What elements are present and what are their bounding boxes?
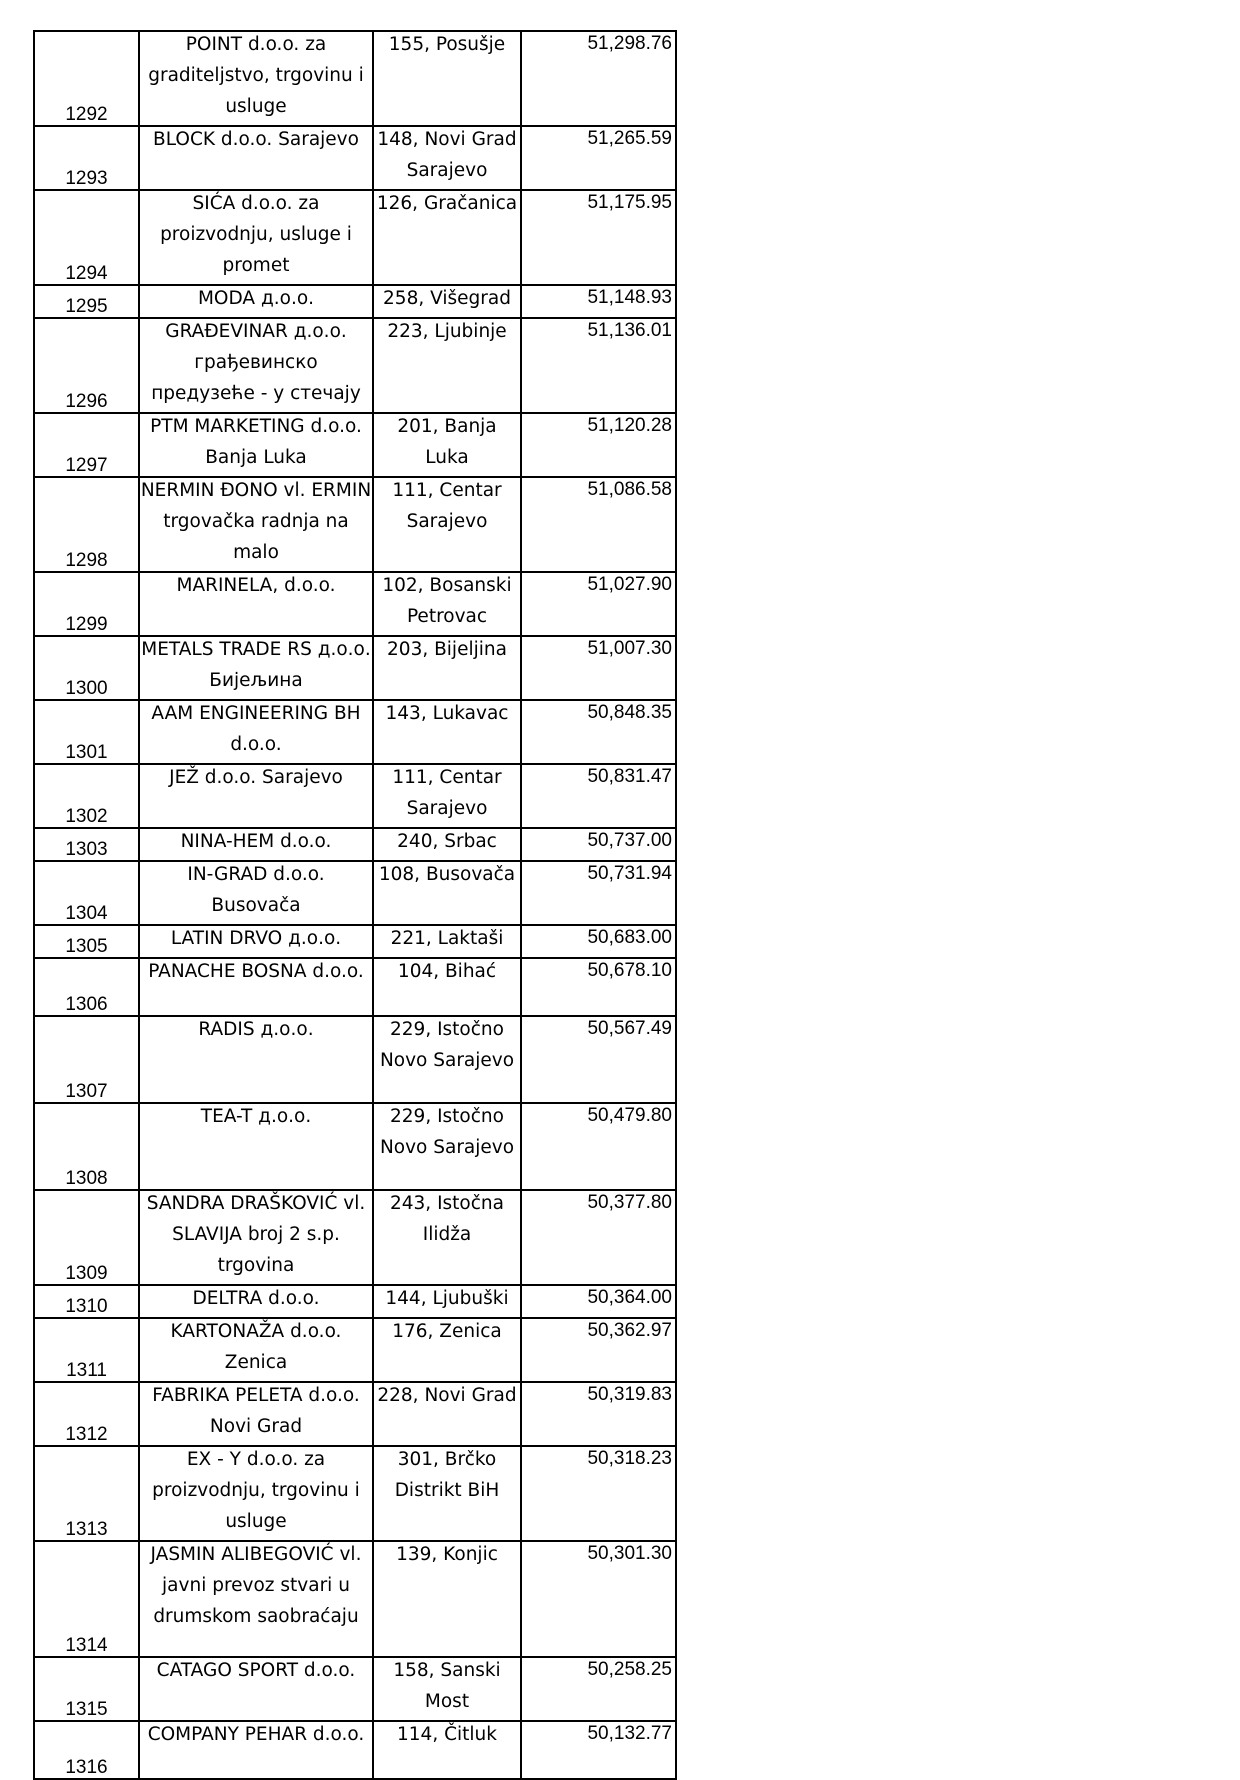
company-text: LATIN DRVO д.о.о. xyxy=(170,928,342,949)
company-cell xyxy=(139,1541,373,1657)
amount-text: 51,265.59 xyxy=(587,128,672,149)
amount-cell xyxy=(521,190,676,285)
company-cell xyxy=(139,1016,373,1103)
amount-text: 50,567.49 xyxy=(587,1018,672,1039)
rank-text: 1295 xyxy=(65,296,108,317)
municipality-text: 114, Čitluk xyxy=(397,1724,497,1745)
municipality-cell xyxy=(373,958,521,1016)
table-row xyxy=(34,1382,676,1446)
rank-cell xyxy=(34,636,139,700)
company-table xyxy=(33,30,677,1780)
rank-text: 1294 xyxy=(65,263,108,284)
municipality-cell xyxy=(373,861,521,925)
company-text: MARINELA, d.o.o. xyxy=(176,575,336,596)
amount-text: 50,132.77 xyxy=(587,1723,672,1744)
amount-text: 51,175.95 xyxy=(587,192,672,213)
table-row xyxy=(34,285,676,318)
company-text: METALS TRADE RS д.о.о. Бијељина xyxy=(141,639,371,691)
rank-cell xyxy=(34,700,139,764)
municipality-text: 148, Novi Grad Sarajevo xyxy=(377,129,517,181)
table-row xyxy=(34,318,676,413)
company-text: TEA-T д.о.о. xyxy=(200,1106,312,1127)
rank-cell xyxy=(34,1721,139,1779)
company-cell xyxy=(139,1318,373,1382)
company-text: RADIS д.о.о. xyxy=(198,1019,314,1040)
rank-text: 1301 xyxy=(65,742,108,763)
rank-text: 1308 xyxy=(65,1168,108,1189)
amount-text: 51,007.30 xyxy=(587,638,672,659)
rank-text: 1299 xyxy=(65,614,108,635)
rank-text: 1313 xyxy=(65,1519,108,1540)
company-cell xyxy=(139,700,373,764)
amount-cell xyxy=(521,126,676,190)
amount-cell xyxy=(521,636,676,700)
municipality-cell xyxy=(373,1190,521,1285)
table-row xyxy=(34,1318,676,1382)
amount-text: 51,148.93 xyxy=(587,287,672,308)
rank-text: 1304 xyxy=(65,903,108,924)
rank-cell xyxy=(34,285,139,318)
municipality-text: 240, Srbac xyxy=(397,831,497,852)
table-row xyxy=(34,31,676,126)
rank-cell xyxy=(34,958,139,1016)
table-row xyxy=(34,413,676,477)
rank-cell xyxy=(34,190,139,285)
company-cell xyxy=(139,31,373,126)
amount-text: 50,848.35 xyxy=(587,702,672,723)
municipality-cell xyxy=(373,1382,521,1446)
table-row xyxy=(34,1190,676,1285)
rank-text: 1314 xyxy=(65,1635,108,1656)
amount-cell xyxy=(521,1103,676,1190)
municipality-text: 139, Konjic xyxy=(396,1544,498,1565)
municipality-cell xyxy=(373,285,521,318)
municipality-text: 201, Banja Luka xyxy=(397,416,497,468)
amount-text: 50,318.23 xyxy=(587,1448,672,1469)
amount-cell xyxy=(521,285,676,318)
municipality-cell xyxy=(373,1285,521,1318)
municipality-cell xyxy=(373,1103,521,1190)
amount-text: 50,737.00 xyxy=(587,830,672,851)
municipality-cell xyxy=(373,700,521,764)
municipality-cell xyxy=(373,572,521,636)
amount-text: 51,120.28 xyxy=(587,415,672,436)
amount-text: 51,136.01 xyxy=(587,320,672,341)
rank-cell xyxy=(34,31,139,126)
table-row xyxy=(34,1541,676,1657)
company-cell xyxy=(139,1382,373,1446)
table-row xyxy=(34,1285,676,1318)
amount-text: 50,319.83 xyxy=(587,1384,672,1405)
rank-cell xyxy=(34,1382,139,1446)
amount-text: 50,831.47 xyxy=(587,766,672,787)
rank-cell xyxy=(34,1541,139,1657)
rank-cell xyxy=(34,1103,139,1190)
table-row xyxy=(34,636,676,700)
company-cell xyxy=(139,1721,373,1779)
municipality-text: 126, Gračanica xyxy=(376,193,518,214)
company-cell xyxy=(139,925,373,958)
amount-cell xyxy=(521,318,676,413)
rank-text: 1298 xyxy=(65,550,108,571)
company-cell xyxy=(139,572,373,636)
amount-cell xyxy=(521,764,676,828)
table-row xyxy=(34,1016,676,1103)
table-row xyxy=(34,477,676,572)
rank-cell xyxy=(34,1446,139,1541)
rank-cell xyxy=(34,764,139,828)
company-text: JEŽ d.o.o. Sarajevo xyxy=(169,767,343,788)
rank-cell xyxy=(34,828,139,861)
amount-cell xyxy=(521,1190,676,1285)
rank-cell xyxy=(34,861,139,925)
municipality-text: 144, Ljubuški xyxy=(385,1288,509,1309)
company-text: CATAGO SPORT d.o.o. xyxy=(156,1660,356,1681)
company-text: MODA д.о.о. xyxy=(197,288,315,309)
amount-cell xyxy=(521,861,676,925)
company-cell xyxy=(139,413,373,477)
amount-cell xyxy=(521,958,676,1016)
table-row xyxy=(34,126,676,190)
company-text: COMPANY PEHAR d.o.o. xyxy=(147,1724,365,1745)
rank-cell xyxy=(34,1190,139,1285)
rank-text: 1293 xyxy=(65,168,108,189)
company-text: EX - Y d.o.o. za proizvodnju, trgovinu i usluge xyxy=(152,1449,360,1532)
company-cell xyxy=(139,764,373,828)
company-text: GRAĐEVINAR д.о.о. грађевинско предузеће - у стечају xyxy=(151,321,361,404)
table-row xyxy=(34,861,676,925)
municipality-text: 111, Centar Sarajevo xyxy=(392,480,502,532)
company-text: PANACHE BOSNA d.o.o. xyxy=(148,961,364,982)
rank-cell xyxy=(34,1016,139,1103)
municipality-cell xyxy=(373,1657,521,1721)
municipality-cell xyxy=(373,1541,521,1657)
municipality-cell xyxy=(373,477,521,572)
company-text: BLOCK d.o.o. Sarajevo xyxy=(153,129,359,150)
rank-cell xyxy=(34,413,139,477)
municipality-cell xyxy=(373,1318,521,1382)
company-cell xyxy=(139,861,373,925)
amount-text: 50,678.10 xyxy=(587,960,672,981)
table-body xyxy=(34,31,676,1779)
amount-text: 50,301.30 xyxy=(587,1543,672,1564)
municipality-text: 223, Ljubinje xyxy=(387,321,507,342)
company-text: SIĆA d.o.o. za proizvodnju, usluge i promet xyxy=(160,193,352,276)
amount-text: 50,731.94 xyxy=(587,863,672,884)
amount-cell xyxy=(521,477,676,572)
company-text: KARTONAŽA d.o.o. Zenica xyxy=(170,1321,342,1373)
company-text: PTM MARKETING d.o.o. Banja Luka xyxy=(150,416,362,468)
rank-text: 1312 xyxy=(65,1424,108,1445)
rank-text: 1311 xyxy=(66,1360,107,1381)
amount-text: 50,377.80 xyxy=(587,1192,672,1213)
municipality-text: 104, Bihać xyxy=(397,961,497,982)
municipality-text: 111, Centar Sarajevo xyxy=(392,767,502,819)
company-text: NINA-HEM d.o.o. xyxy=(180,831,332,852)
rank-text: 1316 xyxy=(65,1757,108,1778)
company-cell xyxy=(139,828,373,861)
rank-text: 1309 xyxy=(65,1263,108,1284)
municipality-cell xyxy=(373,1446,521,1541)
table-row xyxy=(34,925,676,958)
company-cell xyxy=(139,1446,373,1541)
rank-text: 1300 xyxy=(65,678,108,699)
table-row xyxy=(34,190,676,285)
table-row xyxy=(34,700,676,764)
company-text: DELTRA d.o.o. xyxy=(192,1288,320,1309)
municipality-cell xyxy=(373,31,521,126)
company-cell xyxy=(139,477,373,572)
municipality-cell xyxy=(373,925,521,958)
municipality-text: 108, Busovača xyxy=(378,864,516,885)
amount-cell xyxy=(521,700,676,764)
company-cell xyxy=(139,1657,373,1721)
amount-cell xyxy=(521,1016,676,1103)
municipality-cell xyxy=(373,1721,521,1779)
amount-cell xyxy=(521,413,676,477)
municipality-cell xyxy=(373,1016,521,1103)
rank-text: 1297 xyxy=(65,455,108,476)
table-row xyxy=(34,828,676,861)
rank-text: 1307 xyxy=(65,1081,108,1102)
amount-cell xyxy=(521,828,676,861)
table-row xyxy=(34,1657,676,1721)
municipality-cell xyxy=(373,318,521,413)
company-cell xyxy=(139,318,373,413)
amount-cell xyxy=(521,1318,676,1382)
amount-text: 50,479.80 xyxy=(587,1105,672,1126)
municipality-text: 243, Istočna Ilidža xyxy=(390,1193,504,1245)
rank-text: 1296 xyxy=(65,391,108,412)
table-row xyxy=(34,958,676,1016)
municipality-cell xyxy=(373,190,521,285)
rank-cell xyxy=(34,1318,139,1382)
municipality-text: 102, Bosanski Petrovac xyxy=(382,575,512,627)
municipality-text: 143, Lukavac xyxy=(385,703,509,724)
company-cell xyxy=(139,190,373,285)
municipality-text: 228, Novi Grad xyxy=(377,1385,517,1406)
amount-cell xyxy=(521,1721,676,1779)
rank-cell xyxy=(34,1657,139,1721)
rank-text: 1315 xyxy=(65,1699,108,1720)
municipality-cell xyxy=(373,636,521,700)
table-row xyxy=(34,1721,676,1779)
company-text: SANDRA DRAŠKOVIĆ vl. SLAVIJA broj 2 s.p. trgovina xyxy=(146,1193,366,1276)
company-cell xyxy=(139,636,373,700)
amount-text: 50,683.00 xyxy=(587,927,672,948)
rank-text: 1310 xyxy=(65,1296,108,1317)
municipality-text: 301, Brčko Distrikt BiH xyxy=(394,1449,500,1501)
amount-cell xyxy=(521,1285,676,1318)
municipality-cell xyxy=(373,413,521,477)
municipality-cell xyxy=(373,126,521,190)
municipality-text: 203, Bijeljina xyxy=(387,639,507,660)
rank-text: 1303 xyxy=(65,839,108,860)
company-text: AAM ENGINEERING BH d.o.o. xyxy=(151,703,361,755)
amount-text: 50,258.25 xyxy=(587,1659,672,1680)
rank-text: 1292 xyxy=(65,104,108,125)
rank-cell xyxy=(34,572,139,636)
amount-cell xyxy=(521,31,676,126)
company-cell xyxy=(139,126,373,190)
municipality-text: 155, Posušje xyxy=(388,34,506,55)
municipality-text: 258, Višegrad xyxy=(383,288,511,309)
rank-cell xyxy=(34,318,139,413)
rank-text: 1305 xyxy=(65,936,108,957)
rank-cell xyxy=(34,1285,139,1318)
company-cell xyxy=(139,285,373,318)
amount-cell xyxy=(521,925,676,958)
company-text: JASMIN ALIBEGOVIĆ vl. javni prevoz stvari u drumskom saobraćaju xyxy=(150,1544,362,1627)
table-row xyxy=(34,764,676,828)
company-cell xyxy=(139,1285,373,1318)
company-text: IN-GRAD d.o.o. Busovača xyxy=(187,864,325,916)
municipality-text: 221, Laktaši xyxy=(390,928,504,949)
company-text: FABRIKA PELETA d.o.o. Novi Grad xyxy=(152,1385,360,1437)
municipality-text: 176, Zenica xyxy=(392,1321,502,1342)
amount-text: 51,027.90 xyxy=(587,574,672,595)
table-row xyxy=(34,1446,676,1541)
amount-text: 51,086.58 xyxy=(587,479,672,500)
table-row xyxy=(34,572,676,636)
municipality-cell xyxy=(373,764,521,828)
municipality-text: 158, Sanski Most xyxy=(393,1660,501,1712)
amount-cell xyxy=(521,572,676,636)
amount-cell xyxy=(521,1541,676,1657)
company-text: POINT d.o.o. za graditeljstvo, trgovinu i usluge xyxy=(148,34,364,117)
municipality-text: 229, Istočno Novo Sarajevo xyxy=(379,1106,515,1158)
amount-cell xyxy=(521,1382,676,1446)
amount-text: 50,362.97 xyxy=(587,1320,672,1341)
municipality-cell xyxy=(373,828,521,861)
rank-text: 1302 xyxy=(65,806,108,827)
amount-text: 51,298.76 xyxy=(587,33,672,54)
company-cell xyxy=(139,1190,373,1285)
amount-text: 50,364.00 xyxy=(587,1287,672,1308)
amount-cell xyxy=(521,1446,676,1541)
rank-cell xyxy=(34,477,139,572)
rank-text: 1306 xyxy=(65,994,108,1015)
table-row xyxy=(34,1103,676,1190)
company-cell xyxy=(139,1103,373,1190)
rank-cell xyxy=(34,925,139,958)
amount-cell xyxy=(521,1657,676,1721)
rank-cell xyxy=(34,126,139,190)
company-text: NERMIN ĐONO vl. ERMIN trgovačka radnja na malo xyxy=(140,480,372,563)
municipality-text: 229, Istočno Novo Sarajevo xyxy=(379,1019,515,1071)
company-cell xyxy=(139,958,373,1016)
